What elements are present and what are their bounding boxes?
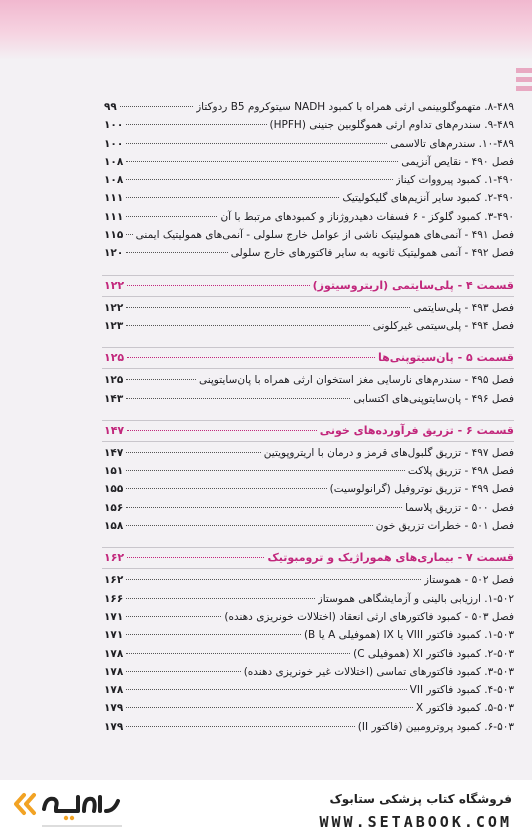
toc-page-number: ۱۴۷ [104,446,124,459]
dot-leader [126,124,266,125]
toc-entry [102,208,514,226]
toc-page-number: ۱۲۲ [104,301,124,314]
toc-entry [102,371,514,389]
toc-entry [102,226,514,244]
toc-page-number: ۱۰۸ [104,155,124,168]
toc-entry [102,718,514,736]
toc-entry-title: قسمت ۷ - بیماری‌های هموراژیک و ترومبوتیک [267,551,514,565]
toc-entry-title: قسمت ۵ - پان‌سیتوپنی‌ها [377,351,514,365]
toc-entry-title: ۴-۵۰۳. کمبود فاکتور VII [409,684,514,697]
dot-leader [126,488,326,489]
toc-entry-title: فصل ۵۰۳ - کمبود فاکتورهای ارثی انعقاد (اختلالات خونریزی دهنده) [224,610,514,623]
toc-entry-title: ۱-۴۹۰. کمبود پیرووات کیناز [395,174,514,187]
toc-entry [102,480,514,498]
toc-entry-title: فصل ۴۹۰ - نقایص آنزیمی [401,155,514,168]
toc-entry [102,390,514,408]
toc-section-heading [102,275,514,297]
toc-page-number: ۱۷۹ [104,702,124,715]
toc-entry [102,608,514,626]
store-url: WWW.SETABOOK.COM [319,813,512,831]
dot-leader [126,671,240,672]
toc-page-number: ۱۷۱ [104,610,124,623]
toc-page-number: ۱۵۶ [104,501,124,514]
toc-entry-title: فصل ۴۹۷ - تزریق گلبول‌های قرمز و درمان با اریتروپویتین [263,446,514,459]
toc-entry [102,153,514,171]
dot-leader [126,653,350,654]
dot-leader [126,579,421,580]
dot-leader [127,357,375,358]
toc-page-number: ۱۵۵ [104,483,124,496]
dot-leader [127,430,317,431]
dot-leader [126,325,369,326]
toc-entry [102,317,514,335]
toc-entry-title: فصل ۵۰۰ - تزریق پلاسما [405,501,514,514]
toc-entry-title: فصل ۴۹۹ - تزریق نوتروفیل (گرانولوسیت) [329,483,514,496]
dot-leader [126,216,217,217]
toc-entry [102,244,514,262]
toc-entry-title: فصل ۴۹۸ - تزریق پلاکت [407,465,514,478]
toc-page-number: ۱۰۰ [104,137,124,150]
toc-entry-title: فصل ۵۰۲ - هموستاز [423,574,514,587]
toc-entry-title: ۲-۴۹۰. کمبود سایر آنزیم‌های گلیکولیتیک [342,192,514,205]
toc-entry [102,299,514,317]
toc-entry [102,681,514,699]
toc-page-number: ۱۶۶ [104,592,124,605]
toc-entry-title: ۱-۵۰۲. ارزیابی بالینی و آزمایشگاهی هموستاز [317,592,514,605]
toc-entry [102,98,514,116]
toc-entry-title: فصل ۴۹۱ - آنمی‌های همولیتیک ناشی از عوامل خارج سلولی - آنمی‌های همولیتیک ایمنی [135,229,514,242]
thumb-index-tabs [516,68,532,95]
dot-leader [126,179,392,180]
toc-page-number: ۱۲۵ [104,374,124,387]
toc-page-number: ۱۰۸ [104,174,124,187]
toc-entry-title: ۵-۵۰۳. کمبود فاکتور X [415,702,514,715]
toc-page-number: ۱۷۸ [104,684,124,697]
top-pink-band [0,0,532,60]
dot-leader [126,197,339,198]
toc-page-number: ۱۶۲ [104,574,124,587]
dot-leader [126,525,372,526]
toc-entry [102,645,514,663]
dot-leader [126,234,132,235]
toc-entry-title: فصل ۴۹۴ - پلی‌سیتمی غیرکلونی [372,319,514,332]
toc-entry-title: ۲-۵۰۳. کمبود فاکتور XI (هموفیلی C) [353,647,514,660]
toc-entry-title: ۳-۵۰۳. کمبود فاکتورهای تماسی (اختلالات غیر خونریزی دهنده) [243,665,514,678]
toc-entry [102,571,514,589]
toc-section-heading [102,347,514,369]
dot-leader [126,598,314,599]
toc-page-number: ۱۰۰ [104,119,124,132]
dot-leader [126,143,387,144]
toc-page-number: ۱۲۵ [104,351,125,365]
dot-leader [126,470,405,471]
dot-leader [127,285,310,286]
toc-entry [102,517,514,535]
toc-entry-title: فصل ۴۹۲ - آنمی همولیتیک ثانویه به سایر فاکتورهای خارج سلولی [230,247,514,260]
toc-entry-title: فصل ۴۹۳ - پلی‌سایتمی [413,301,514,314]
dot-leader [126,307,410,308]
setabook-logo [12,787,140,831]
dot-leader [126,379,196,380]
toc-page-number: ۱۱۵ [104,229,124,242]
toc-page-number: ۱۷۸ [104,665,124,678]
store-name: فروشگاه کتاب پزشکی ستابوک [329,792,512,806]
dot-leader [126,616,221,617]
dot-leader [120,106,193,107]
toc-entry [102,499,514,517]
dot-leader [126,689,406,690]
toc-entry [102,189,514,207]
toc-entry [102,116,514,134]
table-of-contents [102,98,514,736]
dot-leader [126,452,261,453]
dot-leader [126,707,413,708]
toc-page-number: ۱۱۱ [104,192,124,205]
toc-entry-title: ۱-۵۰۳. کمبود فاکتور VIII یا IX (هموفیلی A یا B) [303,629,514,642]
toc-entry-title: ۶-۵۰۳. کمبود پروترومبین (فاکتور II) [357,720,514,733]
toc-entry-title: قسمت ۴ - پلی‌سایتمی (اریتروسیتوز) [312,278,514,292]
dot-leader [126,507,402,508]
dot-leader [126,726,355,727]
toc-page-number: ۹۹ [104,101,117,113]
toc-page-number: ۱۷۹ [104,720,124,733]
toc-entry [102,626,514,644]
toc-entry [102,135,514,153]
toc-section-heading [102,547,514,569]
toc-entry-title: قسمت ۶ - تزریق فرآورده‌های خونی [319,423,514,437]
toc-page-number: ۱۵۸ [104,520,124,533]
footer-banner [0,780,532,838]
dot-leader [126,161,398,162]
toc-page-number: ۱۲۰ [104,247,124,260]
toc-page-number: ۱۵۱ [104,465,124,478]
toc-entry [102,699,514,717]
toc-page-number: ۱۴۳ [104,392,124,405]
toc-entry-title: فصل ۴۹۵ - سندرم‌های نارسایی مغز استخوان ارثی همراه با پان‌سایتوپنی [198,374,514,387]
toc-entry-title: فصل ۴۹۶ - پان‌سایتوپنی‌های اکتسابی [353,392,514,405]
toc-entry-title: ۹-۴۸۹. سندرم‌های تداوم ارثی هموگلوبین جنینی (HPFH) [269,119,514,132]
toc-entry [102,171,514,189]
toc-entry [102,462,514,480]
dot-leader [127,557,264,558]
toc-page-number: ۱۲۳ [104,319,124,332]
toc-entry [102,444,514,462]
toc-entry-title: ۳-۴۹۰. کمبود گلوکز - ۶ فسفات دهیدروژناز و کمبودهای مرتبط با آن [220,210,514,223]
toc-page-number: ۱۴۷ [104,423,125,437]
toc-page-number: ۱۷۸ [104,647,124,660]
toc-page-number: ۱۷۱ [104,629,124,642]
dot-leader [126,398,350,399]
toc-entry-title: فصل ۵۰۱ - خطرات تزریق خون [375,520,514,533]
dot-leader [126,634,301,635]
toc-page-number: ۱۲۲ [104,278,125,292]
toc-entry [102,663,514,681]
toc-entry-title: ۱۰-۴۸۹. سندرم‌های تالاسمی [390,137,514,150]
toc-entry [102,590,514,608]
toc-page-number: ۱۱۱ [104,210,124,223]
toc-section-heading [102,420,514,442]
toc-entry-title: ۸-۴۸۹. متهموگلوبینمی ارثی همراه با کمبود NADH سیتوکروم B5 ردوکتاز [196,101,514,113]
dot-leader [126,252,227,253]
toc-page-number: ۱۶۲ [104,551,125,565]
